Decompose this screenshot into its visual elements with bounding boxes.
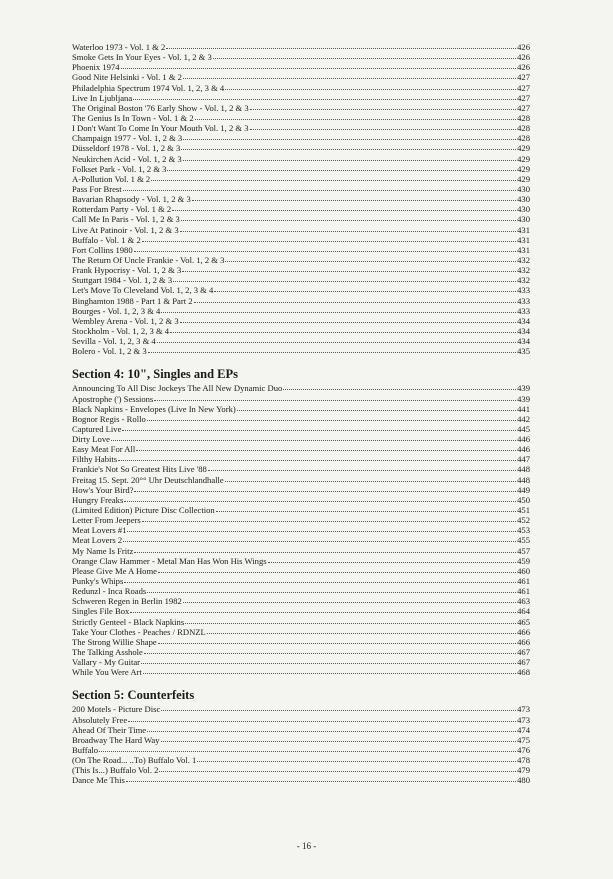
toc-entry bbox=[72, 576, 530, 586]
toc-entry bbox=[72, 627, 530, 637]
toc-entry bbox=[72, 725, 530, 735]
toc-entry-page: 473 bbox=[517, 704, 530, 715]
toc-entry-title: Redunzl - Inca Roads bbox=[72, 586, 147, 597]
toc-entry bbox=[72, 596, 530, 606]
toc-entry bbox=[72, 296, 530, 306]
dot-leader bbox=[250, 129, 517, 130]
dot-leader bbox=[142, 241, 516, 242]
dot-leader bbox=[183, 78, 516, 79]
toc-entry-page: 427 bbox=[517, 82, 530, 93]
toc-entry-page: 463 bbox=[517, 596, 530, 607]
toc-entry-page: 427 bbox=[517, 92, 530, 103]
toc-entry-title: Dance Me This bbox=[72, 775, 125, 786]
toc-entry-title: Rotterdam Party - Vol. 1 & 2 bbox=[72, 204, 172, 215]
toc-entry-page: 429 bbox=[517, 173, 530, 184]
toc-entry-title: Bavarian Rhapsody - Vol. 1, 2 & 3 bbox=[72, 194, 191, 205]
dot-leader bbox=[195, 119, 516, 120]
dot-leader bbox=[161, 312, 516, 313]
toc-entry-title: Phoenix 1974 bbox=[72, 62, 120, 73]
toc-entry bbox=[72, 184, 530, 194]
toc-entry bbox=[72, 346, 530, 356]
toc-entry-page: 428 bbox=[517, 123, 530, 134]
dot-leader bbox=[142, 521, 516, 522]
toc-entry-title: The Talking Asshole bbox=[72, 647, 143, 658]
toc-entry-title: Announcing To All Disc Jockeys The All New Dynamic Duo bbox=[72, 383, 283, 394]
toc-entry bbox=[72, 93, 530, 103]
toc-entry-page: 429 bbox=[517, 153, 530, 164]
toc-entry-page: 434 bbox=[517, 315, 530, 326]
dot-leader bbox=[283, 389, 516, 390]
toc-entry bbox=[72, 255, 530, 265]
dot-leader bbox=[121, 68, 517, 69]
toc-entry-title: Dirty Love bbox=[72, 434, 110, 445]
toc-entry-page: 451 bbox=[517, 505, 530, 516]
toc-entry-title: Please Give Me A Home bbox=[72, 565, 157, 576]
toc-entry-title: My Name Is Fritz bbox=[72, 545, 134, 556]
dot-leader bbox=[123, 541, 516, 542]
toc-entry-title: Apostrophe (') Sessions bbox=[72, 393, 154, 404]
toc-entry-page: 426 bbox=[517, 52, 530, 63]
toc-entry bbox=[72, 755, 530, 765]
toc-entry-page: 452 bbox=[517, 515, 530, 526]
toc-entry-page: 434 bbox=[517, 336, 530, 347]
toc-entry-title: Pass For Brest bbox=[72, 183, 122, 194]
toc-entry-page: 479 bbox=[517, 765, 530, 776]
toc-entry-page: 431 bbox=[517, 244, 530, 255]
dot-leader bbox=[180, 322, 516, 323]
toc-entry-page: 428 bbox=[517, 112, 530, 123]
toc-entry-title: Vallary - My Guitar bbox=[72, 657, 141, 668]
dot-leader bbox=[185, 623, 516, 624]
dot-leader bbox=[147, 420, 516, 421]
dot-leader bbox=[158, 643, 516, 644]
toc-entry-page: 465 bbox=[517, 616, 530, 627]
toc-entry-page: 447 bbox=[517, 454, 530, 465]
toc-entry-title: (Limited Edition) Picture Disc Collection bbox=[72, 505, 215, 516]
dot-leader bbox=[158, 572, 516, 573]
toc-entry bbox=[72, 103, 530, 113]
toc-entry-page: 426 bbox=[517, 42, 530, 52]
toc-entry-page: 448 bbox=[517, 474, 530, 485]
toc-entry bbox=[72, 424, 530, 434]
toc-entry bbox=[72, 775, 530, 785]
toc-entry bbox=[72, 83, 530, 93]
toc-entry bbox=[72, 515, 530, 525]
toc-entry-title: Meat Lovers 2 bbox=[72, 535, 123, 546]
toc-entry-title: Frankie's Not So Greatest Hits Live '88 bbox=[72, 464, 207, 475]
toc-entry bbox=[72, 745, 530, 755]
toc-entry-title: Bourges - Vol. 1, 2, 3 & 4 bbox=[72, 305, 161, 316]
dot-leader bbox=[183, 160, 516, 161]
toc-entry-page: 445 bbox=[517, 423, 530, 434]
toc-entry-page: 431 bbox=[517, 224, 530, 235]
toc-entry-title: Frank Hypocrisy - Vol. 1, 2 & 3 bbox=[72, 265, 182, 276]
toc-entry-title: Hungry Freaks bbox=[72, 494, 124, 505]
toc-entry-page: 453 bbox=[517, 525, 530, 536]
dot-leader bbox=[159, 771, 516, 772]
toc-list-section-4 bbox=[72, 383, 530, 677]
dot-leader bbox=[133, 99, 516, 100]
dot-leader bbox=[161, 741, 517, 742]
toc-entry-title: Bognor Regis - Rollo bbox=[72, 413, 146, 424]
toc-entry-title: Call Me In Paris - Vol. 1, 2 & 3 bbox=[72, 214, 180, 225]
toc-entry-title: Bolero - Vol. 1, 2 & 3 bbox=[72, 346, 147, 357]
dot-leader bbox=[147, 731, 516, 732]
toc-entry bbox=[72, 606, 530, 616]
toc-entry-title: Wembley Arena - Vol. 1, 2 & 3 bbox=[72, 315, 179, 326]
dot-leader bbox=[208, 470, 516, 471]
toc-entry bbox=[72, 566, 530, 576]
toc-entry bbox=[72, 316, 530, 326]
toc-entry-page: 439 bbox=[517, 383, 530, 394]
toc-entry-page: 432 bbox=[517, 254, 530, 265]
toc-entry bbox=[72, 485, 530, 495]
dot-leader bbox=[225, 481, 516, 482]
toc-entry bbox=[72, 62, 530, 72]
toc-entry bbox=[72, 434, 530, 444]
dot-leader bbox=[166, 48, 516, 49]
toc-entry bbox=[72, 525, 530, 535]
dot-leader bbox=[122, 430, 516, 431]
toc-entry-title: The Return Of Uncle Frankie - Vol. 1, 2 & 3 bbox=[72, 254, 225, 265]
toc-entry bbox=[72, 194, 530, 204]
dot-leader bbox=[197, 761, 516, 762]
dot-leader bbox=[130, 612, 516, 613]
toc-entry bbox=[72, 133, 530, 143]
toc-entry bbox=[72, 586, 530, 596]
toc-entry-page: 468 bbox=[517, 667, 530, 678]
toc-entry bbox=[72, 285, 530, 295]
toc-entry-page: 466 bbox=[517, 636, 530, 647]
toc-entry-title: Stockholm - Vol. 1, 2, 3 & 4 bbox=[72, 325, 170, 336]
toc-entry-title: Neukirchen Acid - Vol. 1, 2 & 3 bbox=[72, 153, 182, 164]
toc-entry-title: Ahead Of Their Time bbox=[72, 724, 147, 735]
toc-entry-page: 433 bbox=[517, 305, 530, 316]
toc-entry-title: Meat Lovers #1 bbox=[72, 525, 127, 536]
toc-entry-page: 429 bbox=[517, 143, 530, 154]
toc-entry-title: Düsseldorf 1978 - Vol. 1, 2 & 3 bbox=[72, 143, 181, 154]
toc-entry bbox=[72, 326, 530, 336]
toc-entry-title: Smoke Gets In Your Eyes - Vol. 1, 2 & 3 bbox=[72, 52, 212, 63]
toc-entry-page: 464 bbox=[517, 606, 530, 617]
dot-leader bbox=[167, 170, 516, 171]
toc-entry-title: Stuttgart 1984 - Vol. 1, 2 & 3 bbox=[72, 275, 173, 286]
toc-entry-page: 433 bbox=[517, 285, 530, 296]
dot-leader bbox=[213, 58, 516, 59]
toc-entry bbox=[72, 225, 530, 235]
toc-entry-page: 439 bbox=[517, 393, 530, 404]
toc-entry bbox=[72, 235, 530, 245]
dot-leader bbox=[123, 190, 516, 191]
toc-entry-title: Punky's Whips bbox=[72, 576, 124, 587]
dot-leader bbox=[124, 501, 516, 502]
toc-entry bbox=[72, 657, 530, 667]
toc-entry-page: 455 bbox=[517, 535, 530, 546]
dot-leader bbox=[111, 440, 516, 441]
toc-entry-page: 478 bbox=[517, 755, 530, 766]
toc-entry bbox=[72, 505, 530, 515]
toc-entry-page: 461 bbox=[517, 586, 530, 597]
toc-entry-page: 467 bbox=[517, 657, 530, 668]
toc-entry-title: (On The Road... ..To) Buffalo Vol. 1 bbox=[72, 755, 197, 766]
toc-entry bbox=[72, 704, 530, 714]
toc-entry bbox=[72, 454, 530, 464]
toc-entry-title: Black Napkins - Envelopes (Live In New York) bbox=[72, 403, 236, 414]
dot-leader bbox=[134, 251, 516, 252]
toc-entry-title: Champaign 1977 - Vol. 1, 2 & 3 bbox=[72, 133, 183, 144]
toc-entry-page: 460 bbox=[517, 565, 530, 576]
toc-entry bbox=[72, 495, 530, 505]
toc-entry-title: While You Were Art bbox=[72, 667, 142, 678]
toc-entry-title: Binghamton 1988 - Part 1 & Part 2 bbox=[72, 295, 193, 306]
toc-entry-title: Schweren Regen in Berlin 1982 bbox=[72, 596, 182, 607]
toc-entry-page: 432 bbox=[517, 265, 530, 276]
dot-leader bbox=[225, 261, 516, 262]
toc-entry bbox=[72, 383, 530, 393]
toc-entry-page: 441 bbox=[517, 403, 530, 414]
toc-entry-title: How's Your Bird? bbox=[72, 484, 134, 495]
toc-entry-page: 480 bbox=[517, 775, 530, 786]
toc-entry-title: Good Nite Helsinki - Vol. 1 & 2 bbox=[72, 72, 182, 83]
toc-entry bbox=[72, 245, 530, 255]
dot-leader bbox=[214, 291, 516, 292]
toc-entry-page: 427 bbox=[517, 102, 530, 113]
dot-leader bbox=[134, 552, 516, 553]
toc-entry-page: 461 bbox=[517, 576, 530, 587]
toc-entry bbox=[72, 444, 530, 454]
toc-entry-page: 435 bbox=[517, 346, 530, 357]
toc-entry-page: 459 bbox=[517, 555, 530, 566]
toc-entry bbox=[72, 42, 530, 52]
toc-entry bbox=[72, 535, 530, 545]
toc-entry bbox=[72, 765, 530, 775]
toc-entry-page: 475 bbox=[517, 734, 530, 745]
toc-entry-page: 433 bbox=[517, 295, 530, 306]
toc-entry-page: 430 bbox=[517, 194, 530, 205]
toc-entry-title: The Original Boston '76 Early Show - Vol. 1, 2 & 3 bbox=[72, 102, 249, 113]
toc-entry-title: Live At Patinoir - Vol. 1, 2 & 3 bbox=[72, 224, 179, 235]
toc-entry-title: Philadelphia Spectrum 1974 Vol. 1, 2, 3 & 4 bbox=[72, 82, 225, 93]
toc-entry-title: Folkset Park - Vol. 1, 2 & 3 bbox=[72, 163, 167, 174]
toc-entry-title: Take Your Clothes - Peaches / RDNZL bbox=[72, 626, 206, 637]
toc-entry-title: Buffalo - Vol. 1 & 2 bbox=[72, 234, 141, 245]
toc-entry bbox=[72, 113, 530, 123]
toc-entry bbox=[72, 475, 530, 485]
toc-entry-title: The Genius Is In Town - Vol. 1 & 2 bbox=[72, 112, 194, 123]
dot-leader bbox=[148, 352, 516, 353]
toc-entry-title: A-Pollution Vol. 1 & 2 bbox=[72, 173, 151, 184]
toc-entry-page: 476 bbox=[517, 745, 530, 755]
dot-leader bbox=[181, 220, 516, 221]
dot-leader bbox=[216, 511, 516, 512]
dot-leader bbox=[207, 633, 516, 634]
toc-entry bbox=[72, 556, 530, 566]
toc-entry-page: 429 bbox=[517, 163, 530, 174]
toc-list-section-5 bbox=[72, 704, 530, 785]
toc-entry-page: 474 bbox=[517, 724, 530, 735]
section-5-heading: Section 5: Counterfeits bbox=[72, 688, 195, 703]
toc-entry-page: 467 bbox=[517, 647, 530, 658]
dot-leader bbox=[161, 710, 516, 711]
dot-leader bbox=[173, 281, 516, 282]
toc-entry bbox=[72, 275, 530, 285]
toc-entry-page: 457 bbox=[517, 545, 530, 556]
toc-entry-title: Letter From Jeepers bbox=[72, 515, 141, 526]
toc-entry bbox=[72, 143, 530, 153]
dot-leader bbox=[237, 410, 516, 411]
toc-entry-page: 466 bbox=[517, 626, 530, 637]
toc-list-continued bbox=[72, 42, 530, 356]
dot-leader bbox=[172, 210, 516, 211]
dot-leader bbox=[143, 673, 516, 674]
dot-leader bbox=[126, 781, 516, 782]
dot-leader bbox=[157, 342, 516, 343]
dot-leader bbox=[134, 491, 516, 492]
toc-entry-title: Strictly Genteel - Black Napkins bbox=[72, 616, 185, 627]
toc-entry-title: Filthy Habits bbox=[72, 454, 118, 465]
dot-leader bbox=[128, 721, 516, 722]
dot-leader bbox=[268, 562, 517, 563]
dot-leader bbox=[225, 89, 516, 90]
toc-entry bbox=[72, 404, 530, 414]
toc-entry bbox=[72, 174, 530, 184]
dot-leader bbox=[154, 400, 516, 401]
toc-entry-page: 432 bbox=[517, 275, 530, 286]
toc-entry-title: Live In Ljubljana bbox=[72, 92, 133, 103]
dot-leader bbox=[124, 582, 516, 583]
toc-entry bbox=[72, 617, 530, 627]
toc-entry bbox=[72, 52, 530, 62]
toc-entry bbox=[72, 336, 530, 346]
toc-entry-page: 427 bbox=[517, 72, 530, 83]
toc-entry-title: (This Is...) Buffalo Vol. 2 bbox=[72, 765, 159, 776]
dot-leader bbox=[99, 751, 516, 752]
page-number: - 16 - bbox=[296, 841, 317, 851]
toc-entry-title: 200 Motels - Picture Disc bbox=[72, 704, 161, 715]
dot-leader bbox=[194, 302, 517, 303]
toc-entry bbox=[72, 214, 530, 224]
toc-entry-page: 448 bbox=[517, 464, 530, 475]
toc-entry-page: 446 bbox=[517, 434, 530, 445]
toc-entry bbox=[72, 414, 530, 424]
dot-leader bbox=[250, 109, 516, 110]
dot-leader bbox=[141, 663, 516, 664]
toc-entry-title: Freitag 15. Sept. 20°° Uhr Deutschlandhalle bbox=[72, 474, 224, 485]
dot-leader bbox=[151, 180, 516, 181]
dot-leader bbox=[183, 139, 516, 140]
section-4-heading: Section 4: 10", Singles and EPs bbox=[72, 367, 238, 382]
toc-entry-title: The Strong Willie Shape bbox=[72, 636, 157, 647]
dot-leader bbox=[180, 231, 516, 232]
toc-entry bbox=[72, 72, 530, 82]
toc-entry-page: 430 bbox=[517, 183, 530, 194]
toc-entry-page: 449 bbox=[517, 484, 530, 495]
toc-entry bbox=[72, 164, 530, 174]
toc-entry bbox=[72, 735, 530, 745]
toc-entry bbox=[72, 637, 530, 647]
toc-entry bbox=[72, 204, 530, 214]
toc-entry-page: 446 bbox=[517, 444, 530, 455]
toc-entry-page: 426 bbox=[517, 62, 530, 73]
toc-entry bbox=[72, 123, 530, 133]
toc-entry bbox=[72, 647, 530, 657]
toc-entry bbox=[72, 394, 530, 404]
toc-entry-page: 434 bbox=[517, 325, 530, 336]
toc-entry bbox=[72, 265, 530, 275]
dot-leader bbox=[147, 592, 516, 593]
dot-leader bbox=[136, 450, 516, 451]
toc-entry-title: Buffalo bbox=[72, 745, 99, 755]
toc-entry-page: 430 bbox=[517, 204, 530, 215]
toc-page bbox=[72, 42, 530, 786]
toc-entry-page: 450 bbox=[517, 494, 530, 505]
toc-entry-page: 431 bbox=[517, 234, 530, 245]
dot-leader bbox=[192, 200, 516, 201]
toc-entry-title: Easy Meat For All bbox=[72, 444, 136, 455]
toc-entry-title: I Don't Want To Come In Your Mouth Vol. 1, 2 & 3 bbox=[72, 123, 249, 134]
toc-entry bbox=[72, 306, 530, 316]
toc-entry-title: Captured Live bbox=[72, 423, 122, 434]
toc-entry-page: 473 bbox=[517, 714, 530, 725]
dot-leader bbox=[144, 653, 516, 654]
dot-leader bbox=[182, 271, 516, 272]
toc-entry bbox=[72, 546, 530, 556]
toc-entry-title: Absolutely Free bbox=[72, 714, 128, 725]
dot-leader bbox=[170, 332, 516, 333]
toc-entry bbox=[72, 154, 530, 164]
toc-entry-title: Waterloo 1973 - Vol. 1 & 2 bbox=[72, 42, 166, 52]
toc-entry-page: 430 bbox=[517, 214, 530, 225]
dot-leader bbox=[127, 531, 516, 532]
toc-entry bbox=[72, 715, 530, 725]
dot-leader bbox=[183, 602, 516, 603]
toc-entry-title: Fort Collins 1980 bbox=[72, 244, 133, 255]
toc-entry-page: 442 bbox=[517, 413, 530, 424]
toc-entry-title: Sevilla - Vol. 1, 2, 3 & 4 bbox=[72, 336, 156, 347]
toc-entry-title: Let's Move To Cleveland Vol. 1, 2, 3 & 4 bbox=[72, 285, 214, 296]
dot-leader bbox=[181, 149, 516, 150]
toc-entry-title: Singles File Box bbox=[72, 606, 130, 617]
dot-leader bbox=[118, 460, 516, 461]
toc-entry-title: Broadway The Hard Way bbox=[72, 734, 160, 745]
toc-entry bbox=[72, 464, 530, 474]
toc-entry-title: Orange Claw Hammer - Metal Man Has Won His Wings bbox=[72, 555, 267, 566]
toc-entry bbox=[72, 667, 530, 677]
toc-entry-page: 428 bbox=[517, 133, 530, 144]
